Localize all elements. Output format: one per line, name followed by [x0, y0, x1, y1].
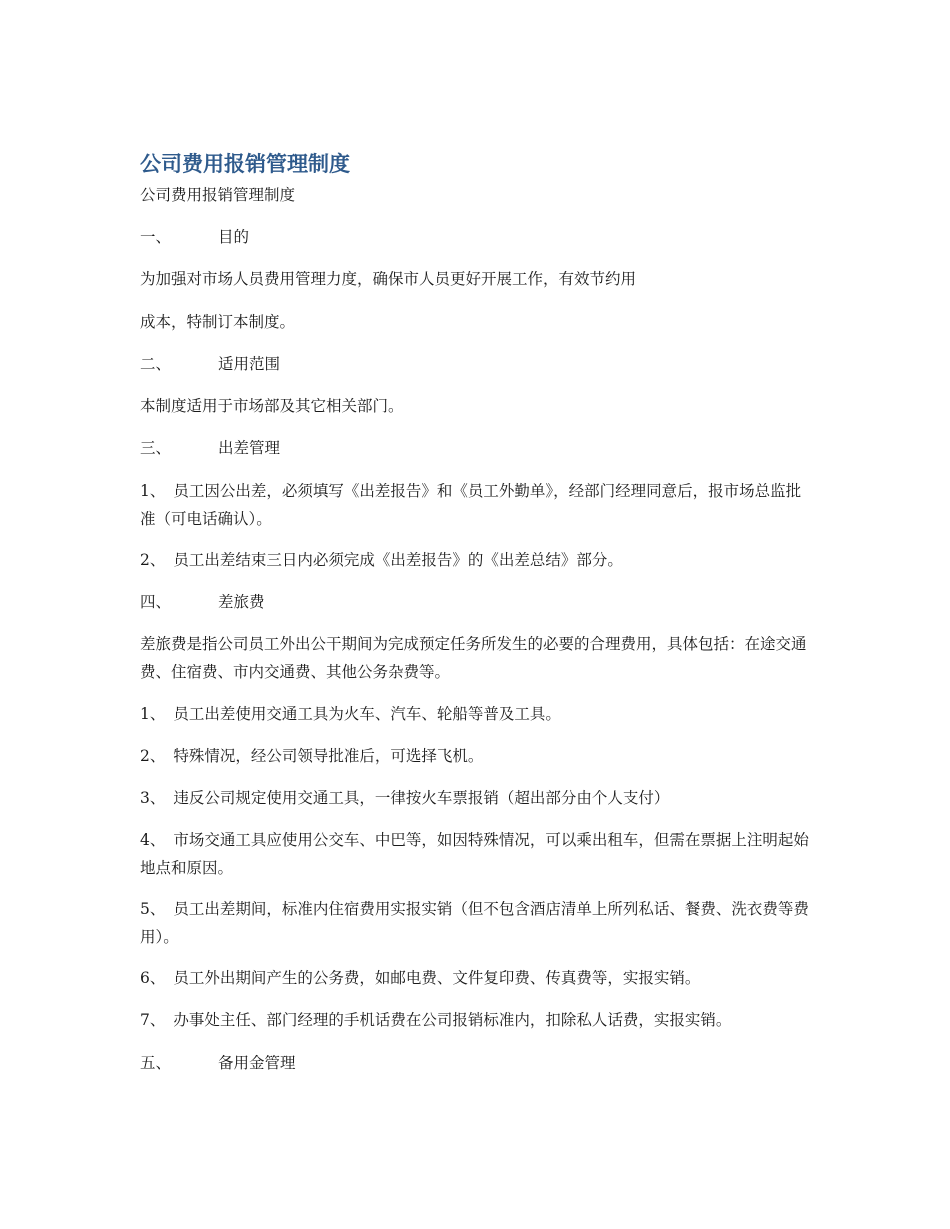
- list-item-number: 4、: [140, 831, 166, 849]
- list-item-text: 员工外出期间产生的公务费，如邮电费、文件复印费、传真费等，实报实销。: [173, 969, 701, 987]
- list-item: [140, 742, 810, 770]
- section-heading-scope: [140, 350, 280, 378]
- list-item-number: 7、: [140, 1011, 166, 1029]
- section-number: 四、: [140, 593, 172, 611]
- list-item-number: 2、: [140, 747, 166, 765]
- list-item: [140, 895, 810, 951]
- list-item-text: 员工出差结束三日内必须完成《出差报告》的《出差总结》部分。: [173, 551, 623, 569]
- list-item: [140, 700, 810, 728]
- scope-text: 本制度适用于市场部及其它相关部门。: [140, 397, 404, 415]
- list-item-number: 1、: [140, 705, 166, 723]
- list-item-text: 员工因公出差，必须填写《出差报告》和《员工外勤单》，经部门经理同意后，报市场总监批准（可电话确认）。: [140, 482, 802, 528]
- section-number: 一、: [140, 228, 172, 246]
- section-label: 差旅费: [218, 593, 265, 611]
- section-heading-travel-management: [140, 434, 280, 462]
- list-item-number: 3、: [140, 789, 166, 807]
- list-item-number: 2、: [140, 551, 166, 569]
- list-item-text: 违反公司规定使用交通工具，一律按火车票报销（超出部分由个人支付）: [173, 789, 670, 807]
- list-item-text: 员工出差使用交通工具为火车、汽车、轮船等普及工具。: [173, 705, 561, 723]
- list-item: [140, 964, 810, 992]
- list-item: [140, 546, 810, 574]
- list-item-number: 5、: [140, 900, 166, 918]
- list-item: [140, 1006, 810, 1034]
- document-title: 公司费用报销管理制度: [140, 152, 350, 176]
- document-subtitle: 公司费用报销管理制度: [140, 186, 296, 204]
- section-label: 目的: [218, 228, 250, 246]
- list-item-text: 市场交通工具应使用公交车、中巴等，如因特殊情况，可以乘出租车，但需在票据上注明起始地点和原因。: [140, 831, 809, 877]
- list-item: [140, 826, 810, 882]
- section-label: 出差管理: [218, 439, 281, 457]
- section-heading-purpose: [140, 223, 249, 251]
- section-label: 备用金管理: [218, 1054, 296, 1072]
- list-item-text: 员工出差期间，标准内住宿费用实报实销（但不包含酒店清单上所列私话、餐费、洗衣费等费用）。: [140, 900, 809, 946]
- expense-intro-paragraph: 差旅费是指公司员工外出公干期间为完成预定任务所发生的必要的合理费用，具体包括：在途交通费、住宿费、市内交通费、其他公务杂费等。: [140, 635, 807, 681]
- section-number: 二、: [140, 355, 172, 373]
- section-heading-petty-cash: [140, 1049, 296, 1077]
- list-item-number: 6、: [140, 969, 166, 987]
- list-item: [140, 477, 810, 533]
- list-item-text: 办事处主任、部门经理的手机话费在公司报销标准内，扣除私人话费，实报实销。: [173, 1011, 732, 1029]
- section-label: 适用范围: [218, 355, 281, 373]
- list-item-number: 1、: [140, 482, 166, 500]
- section-number: 五、: [140, 1054, 172, 1072]
- purpose-text-line-1: 为加强对市场人员费用管理力度，确保市人员更好开展工作，有效节约用: [140, 270, 637, 288]
- section-heading-travel-expenses: [140, 588, 265, 616]
- list-item: [140, 784, 810, 812]
- section-number: 三、: [140, 439, 172, 457]
- purpose-text-line-2: 成本，特制订本制度。: [140, 313, 296, 331]
- list-item-text: 特殊情况，经公司领导批准后，可选择飞机。: [173, 747, 484, 765]
